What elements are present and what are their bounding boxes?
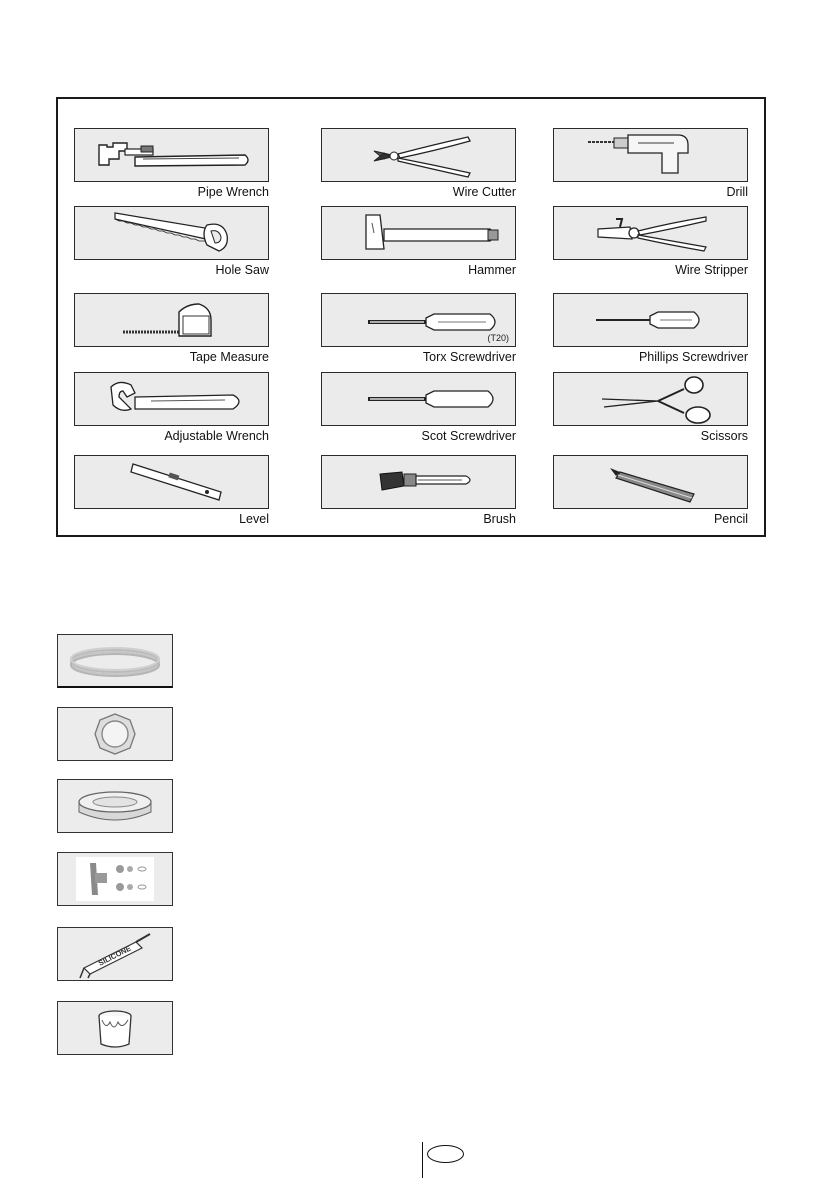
tool-label: Tape Measure [189, 350, 269, 364]
tool-image-box [74, 372, 269, 426]
tool-tape-measure [74, 293, 269, 364]
tool-image-box [74, 206, 269, 260]
tool-phillips-screwdriver [553, 293, 748, 364]
tool-image-box [553, 128, 748, 182]
page-divider [422, 1142, 423, 1178]
tool-scissors [553, 372, 748, 443]
torx-screwdriver-icon [322, 294, 515, 346]
tool-image-box [553, 293, 748, 347]
tool-label: Scot Screwdriver [421, 429, 516, 443]
page-number-marker [422, 1142, 470, 1168]
nut-ring-icon [58, 708, 172, 760]
tool-label: Pipe Wrench [197, 185, 269, 199]
supply-paint-bucket [57, 1001, 173, 1055]
tool-label: Level [239, 512, 269, 526]
hose-coil-icon [58, 635, 172, 687]
tool-label: Torx Screwdriver [422, 350, 516, 364]
paint-bucket-icon [58, 1002, 172, 1054]
tool-level [74, 455, 269, 526]
torx-size-note: (T20) [487, 333, 509, 343]
tool-image-box [74, 128, 269, 182]
drill-icon [554, 129, 747, 181]
tool-torx-screwdriver [321, 293, 516, 364]
supply-silicone-gun [57, 927, 173, 981]
wire-cutter-icon [322, 129, 515, 181]
adjustable-wrench-icon [75, 373, 268, 425]
phillips-screwdriver-icon [554, 294, 747, 346]
tool-adjustable-wrench [74, 372, 269, 443]
brush-icon [322, 456, 515, 508]
tape-roll-icon [58, 780, 172, 832]
tool-image-box [553, 372, 748, 426]
wire-stripper-icon [554, 207, 747, 259]
tool-label: Drill [726, 185, 748, 199]
tool-label: Brush [483, 512, 516, 526]
tool-scot-screwdriver [321, 372, 516, 443]
silicone-gun-icon [58, 928, 172, 980]
tool-label: Wire Cutter [452, 185, 516, 199]
scissors-icon [554, 373, 747, 425]
tool-image-box [321, 128, 516, 182]
pencil-icon [554, 456, 747, 508]
level-icon [75, 456, 268, 508]
tool-image-box [553, 206, 748, 260]
tool-image-box [74, 455, 269, 509]
tool-wire-stripper [553, 206, 748, 277]
hammer-icon [322, 207, 515, 259]
supply-hose-coil [57, 634, 173, 688]
tool-label: Phillips Screwdriver [638, 350, 748, 364]
tool-label: Hammer [468, 263, 516, 277]
tool-image-box [321, 206, 516, 260]
tool-pencil [553, 455, 748, 526]
scot-screwdriver-icon [322, 373, 515, 425]
language-oval [427, 1145, 464, 1163]
tool-image-box [321, 293, 516, 347]
tools-frame [56, 97, 766, 537]
tool-wire-cutter [321, 128, 516, 199]
pipe-wrench-icon [75, 129, 268, 181]
tool-pipe-wrench [74, 128, 269, 199]
tool-brush [321, 455, 516, 526]
tool-image-box [321, 455, 516, 509]
tool-hammer [321, 206, 516, 277]
supply-nut-ring [57, 707, 173, 761]
silicone-label: SILICONE [96, 943, 133, 968]
tool-image-box [321, 372, 516, 426]
supply-tape-roll [57, 779, 173, 833]
supply-fittings [57, 852, 173, 906]
tool-label: Scissors [700, 429, 748, 443]
tape-measure-icon [75, 294, 268, 346]
tool-image-box [553, 455, 748, 509]
tool-label: Wire Stripper [675, 263, 748, 277]
tool-drill [553, 128, 748, 199]
tool-label: Adjustable Wrench [164, 429, 269, 443]
fittings-icon [58, 853, 172, 905]
tool-label: Pencil [713, 512, 748, 526]
tool-image-box [74, 293, 269, 347]
tool-label: Hole Saw [215, 263, 269, 277]
hole-saw-icon [75, 207, 268, 259]
tool-hole-saw [74, 206, 269, 277]
